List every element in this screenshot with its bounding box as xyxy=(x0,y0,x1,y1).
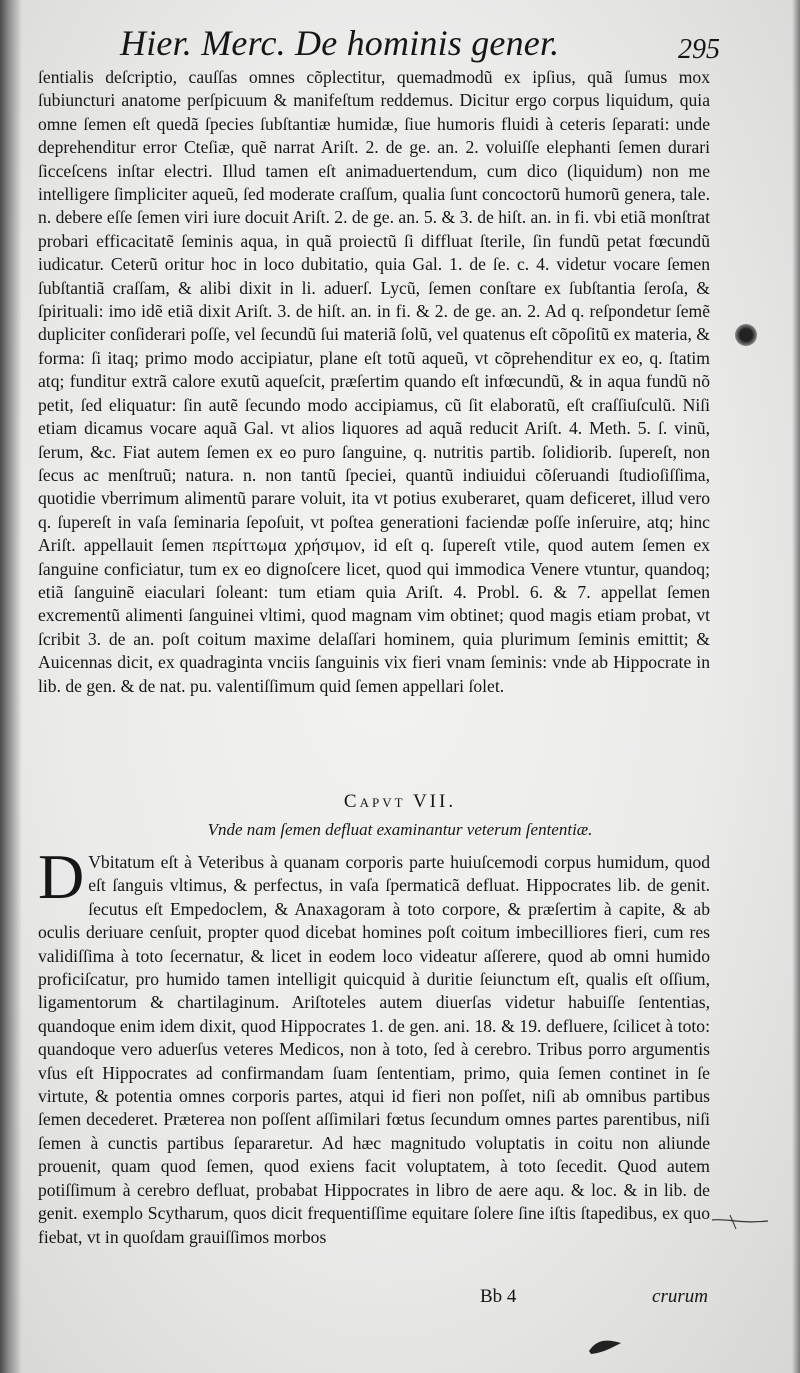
body-text-bottom xyxy=(38,841,710,1249)
ink-blot-icon xyxy=(735,324,757,346)
signature-mark: Bb 4 xyxy=(480,1286,517,1307)
page-number: 295 xyxy=(678,34,720,65)
drop-initial: D xyxy=(38,841,85,912)
catchword: crurum xyxy=(652,1286,708,1307)
paragraph-top: ſentialis deſcriptio, cauſſas omnes cõplectitur, quemadmodũ ex ipſius, quã ſumus mox ſubiuncturi anatome perſpicuum & manifeſtum reddemus. Dicitur ergo corpus liquidum, quia omne ſemen eſt quedã ſpecies ſubſtantiæ humidæ, ſiue humoris fluidi à ceteris ſeparati: unde deprehenditur error Cteſiæ, quẽ narrat Ariſt. 2. de ge. an. 2. voluiſſe elephanti ſemen durari ſicceſcens inſtar electri. Illud tamen eſt animaduertendum, cum dico (liquidum) non me intelligere ſimpliciter aqueũ, ſed moderate craſſum, qualia ſunt concoctorũ humorũ genera, tale. n. debere eſſe ſemen viri iure docuit Ariſt. 2. de ge. an. 5. & 3. de hiſt. an. in fi. vbi etiã monſtrat probari efficacitatẽ ſeminis aqua, in quã proiectũ ſi diffluat ſterile, ſin fundũ petat fœcundũ iudicatur. Ceterũ oritur hoc in loco dubitatio, quia Gal. 1. de ſe. c. 4. videtur vocare ſemen ſubſtantiã craſſam, & alibi dixit in li. aduerſ. Lycũ, ſemen conſtare ex ſubſtantia ſeroſa, & ſpirituali: imo idẽ etiã dixit Ariſt. 3. de hiſt. an. in fi. & 2. de ge. an. 2. Ad q. reſpondetur ſemẽ dupliciter conſiderari poſſe, vel ſecundũ ſui materiã ſolũ, vel quatenus eſt cõpoſitũ ex materia, & forma: ſi itaq; primo modo accipiatur, plane eſt totũ aqueũ, vt cõprehenditur ex eo, q. ſtatim atq; funditur extrã calore exutũ aqueſcit, præſertim quando eſt infœcundũ, & in aqua fundũ nõ petit, ſed eliquatur: ſin autẽ ſecundo modo accipiamus, cũ ſit elaboratũ, eſt craſſiuſculũ. Niſi etiam dicamus vocare aquã Gal. vt alios liquores ad aquã reducit Ariſt. 4. Meth. 5. ſ. vinũ, ſerum, &c. Fiat autem ſemen ex eo puro ſanguine, q. nutritis partib. ſolidiorib. ſupereſt, non ſecus ac menſtruũ; natura. n. non tantũ ſpeciei, quantũ indiuidui cõſeruandi ſtudioſiſſima, quotidie vberrimum alimentũ parare voluit, ita vt potius exuberaret, quam deficeret, illud vero q. ſupereſt in vaſa ſeminaria ſepoſuit, vt poſtea generationi faciendæ poſſe inſeruire, atq; hinc Ariſt. appellauit ſemen περίττωμα χρήσιμον, id eſt q. ſupereſt vtile, quod autem ſemen ex ſanguine conficiatur, tum ex eo dignoſcere licet, quod qui immodica Venere vtuntur, quandoq; etiã ſanguinẽ eiaculari ſoleant: tum etiam quia Ariſt. 4. Probl. 6. & 7. appellat ſemen excrementũ alimenti ſanguinei vltimi, quod magnam vim obtinet; quod magis etiam probat, vt ſcribit 3. de an. poſt coitum maxime delaſſari hominem, quia plurimum ſeminis emittit; & Auicennas dicit, ex quadraginta vnciis ſanguinis vix fieri vnam ſeminis: vnde ab Hippocrate in lib. de gen. & de nat. pu. valentiſſimum quid ſemen appellari ſolet. xyxy=(38,67,710,696)
page-edge-shadow xyxy=(792,0,800,1373)
page-binding-shadow xyxy=(0,0,22,1373)
ink-smudge-icon xyxy=(585,1335,625,1357)
pen-stroke-icon xyxy=(710,1212,770,1232)
body-text-top xyxy=(38,66,710,698)
page-header xyxy=(120,22,720,70)
paragraph-bottom: Vbitatum eſt à Veteribus à quanam corporis parte huiuſcemodi corpus humidum, quod eſt ſanguis vltimus, & perfectus, in vaſa ſpermaticã defluat. Hippocrates lib. de genit. ſecutus eſt Empedoclem, & Anaxagoram à toto corpore, & præſertim à capite, & ab oculis deriuare cenſuit, propter quod dicebat homines poſt coitum imbecilliores fieri, cum res validiſſima à toto ſecernatur, & licet in eodem loco videatur aſſerere, quod ab omni humido proficiſcatur, pro humido tamen intelligit quicquid à duritie ſeiunctum eſt, qualis eſt oſſium, ligamentorum & chartilaginum. Ariſtoteles autem diuerſas videtur habuiſſe ſententias, quandoque enim idem dixit, quod Hippocrates 1. de gen. ani. 18. & 19. defluere, ſcilicet à toto: quandoque vero aduerſus veteres Medicos, non à toto, ſed à cerebro. Tribus porro argumentis vſus eſt Hippocrates ad confirmandam ſuam ſententiam, primo, quia ſemen continet in ſe virtute, & potentia omnes corporis partes, atqui id fieri non poſſet, niſi ab omnibus partibus ſemen decederet. Præterea non poſſent aſſimilari fœtus ſecundum omnes partes parentibus, niſi ſemen à cunctis partibus ſepararetur. Ad hæc magnitudo voluptatis in coitu non aliunde prouenit, quam quod ſemen, quod exiens facit voluptatem, à toto ſecedit. Quod autem potiſſimum à cerebro defluat, probabat Hippocrates in libro de aere aqu. & loc. & in lib. de genit. exemplo Scytharum, quos dicit frequentiſſime equitare ſolere ſine iſtis ſtapedibus, ex quo fiebat, vt in quoſdam grauiſſimos morbos xyxy=(38,852,710,1247)
chapter-heading: Capvt VII. xyxy=(343,791,457,812)
running-title: Hier. Merc. De hominis gener. xyxy=(120,23,560,63)
chapter-subtitle: Vnde nam ſemen defluat examinantur veterum ſententiæ. xyxy=(207,820,593,839)
